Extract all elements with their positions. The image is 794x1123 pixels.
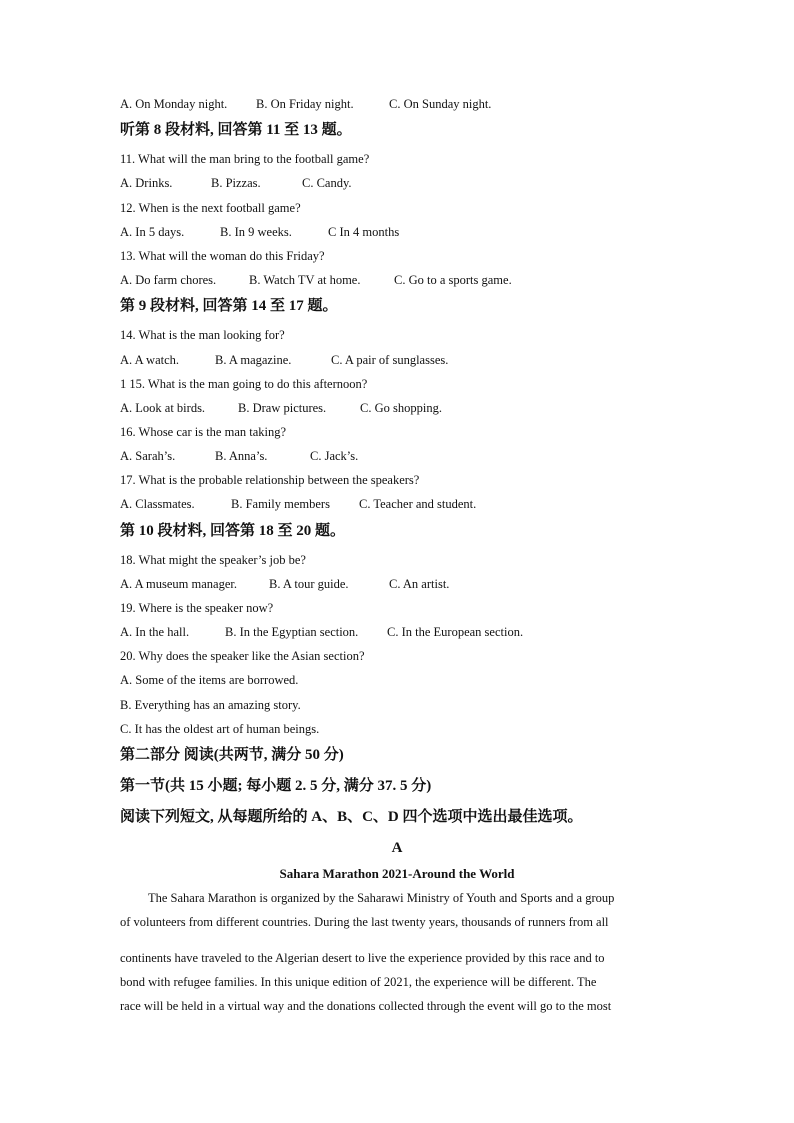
q19-stem: 19. Where is the speaker now?	[120, 601, 274, 615]
option-c: C. Candy.	[302, 176, 352, 190]
option-c: C. Teacher and student.	[359, 497, 477, 511]
option-c: C In 4 months	[328, 225, 400, 239]
option-c: C. On Sunday night.	[389, 97, 492, 111]
q18-options	[120, 576, 449, 592]
passage-line: The Sahara Marathon is organized by the Saharawi Ministry of Youth and Sports and a group	[148, 891, 615, 905]
option-b: B. A magazine.	[215, 353, 292, 367]
option-a: A. A museum manager.	[120, 577, 237, 591]
section-heading-8: 听第 8 段材料, 回答第 11 至 13 题。	[120, 122, 352, 138]
q11-options	[120, 175, 352, 191]
option-c: C. A pair of sunglasses.	[331, 353, 449, 367]
option-b: B. Watch TV at home.	[249, 273, 361, 287]
option-a: A. In the hall.	[120, 625, 190, 639]
option-b: B. In the Egyptian section.	[225, 625, 359, 639]
option-a: A. Look at birds.	[120, 401, 206, 415]
q18-stem: 18. What might the speaker’s job be?	[120, 553, 306, 567]
option-b: B. Anna’s.	[215, 449, 268, 463]
q20-option-a: A. Some of the items are borrowed.	[120, 673, 299, 687]
option-a: A. Sarah’s.	[120, 449, 176, 463]
q13-stem: 13. What will the woman do this Friday?	[120, 249, 325, 263]
q17-options	[120, 496, 476, 512]
option-b: B. A tour guide.	[269, 577, 349, 591]
section-heading-9: 第 9 段材料, 回答第 14 至 17 题。	[120, 298, 338, 314]
q16-options	[120, 448, 358, 464]
q20-option-c: C. It has the oldest art of human beings.	[120, 722, 320, 736]
q12-stem: 12. When is the next football game?	[120, 201, 301, 215]
option-a: A. In 5 days.	[120, 225, 185, 239]
option-a: A. A watch.	[120, 353, 180, 367]
reading-instruction: 阅读下列短文, 从每题所给的 A、B、C、D 四个选项中选出最佳选项。	[120, 809, 583, 825]
q10-options	[120, 96, 491, 112]
part-two-heading: 第二部分 阅读(共两节, 满分 50 分)	[120, 747, 344, 763]
passage-line: race will be held in a virtual way and the donations collected through the event will go to the most	[120, 999, 612, 1013]
passage-line: of volunteers from different countries. During the last twenty years, thousands of runners from all	[120, 915, 609, 929]
q15-options	[120, 400, 442, 416]
option-c: C. An artist.	[389, 577, 450, 591]
option-c: C. Jack’s.	[310, 449, 359, 463]
q12-options	[120, 224, 399, 240]
q14-stem: 14. What is the man looking for?	[120, 328, 285, 342]
passage-letter: A	[391, 840, 403, 856]
option-a: A. Do farm chores.	[120, 273, 217, 287]
q20-option-b: B. Everything has an amazing story.	[120, 698, 301, 712]
q17-stem: 17. What is the probable relationship between the speakers?	[120, 473, 420, 487]
q13-options	[120, 272, 512, 288]
q11-stem: 11. What will the man bring to the football game?	[120, 152, 370, 166]
option-b: B. Draw pictures.	[238, 401, 327, 415]
option-c: C. Go to a sports game.	[394, 273, 512, 287]
q20-stem: 20. Why does the speaker like the Asian section?	[120, 649, 365, 663]
option-a: A. On Monday night.	[120, 97, 228, 111]
q19-options	[120, 624, 523, 640]
option-a: A. Classmates.	[120, 497, 195, 511]
q14-options	[120, 352, 448, 368]
option-b: B. On Friday night.	[256, 97, 354, 111]
passage-title: Sahara Marathon 2021-Around the World	[279, 866, 515, 881]
section-one-heading: 第一节(共 15 小题; 每小题 2. 5 分, 满分 37. 5 分)	[120, 778, 432, 794]
option-b: B. Family members	[231, 497, 330, 511]
option-c: C. In the European section.	[387, 625, 524, 639]
section-heading-10: 第 10 段材料, 回答第 18 至 20 题。	[120, 523, 346, 539]
option-a: A. Drinks.	[120, 176, 173, 190]
option-c: C. Go shopping.	[360, 401, 442, 415]
q15-stem: 1 15. What is the man going to do this afternoon?	[120, 377, 368, 391]
passage-line: bond with refugee families. In this unique edition of 2021, the experience will be different. The	[120, 975, 597, 989]
option-b: B. In 9 weeks.	[220, 225, 292, 239]
q16-stem: 16. Whose car is the man taking?	[120, 425, 287, 439]
passage-line: continents have traveled to the Algerian desert to live the experience provided by this race and to	[120, 951, 605, 965]
option-b: B. Pizzas.	[211, 176, 261, 190]
